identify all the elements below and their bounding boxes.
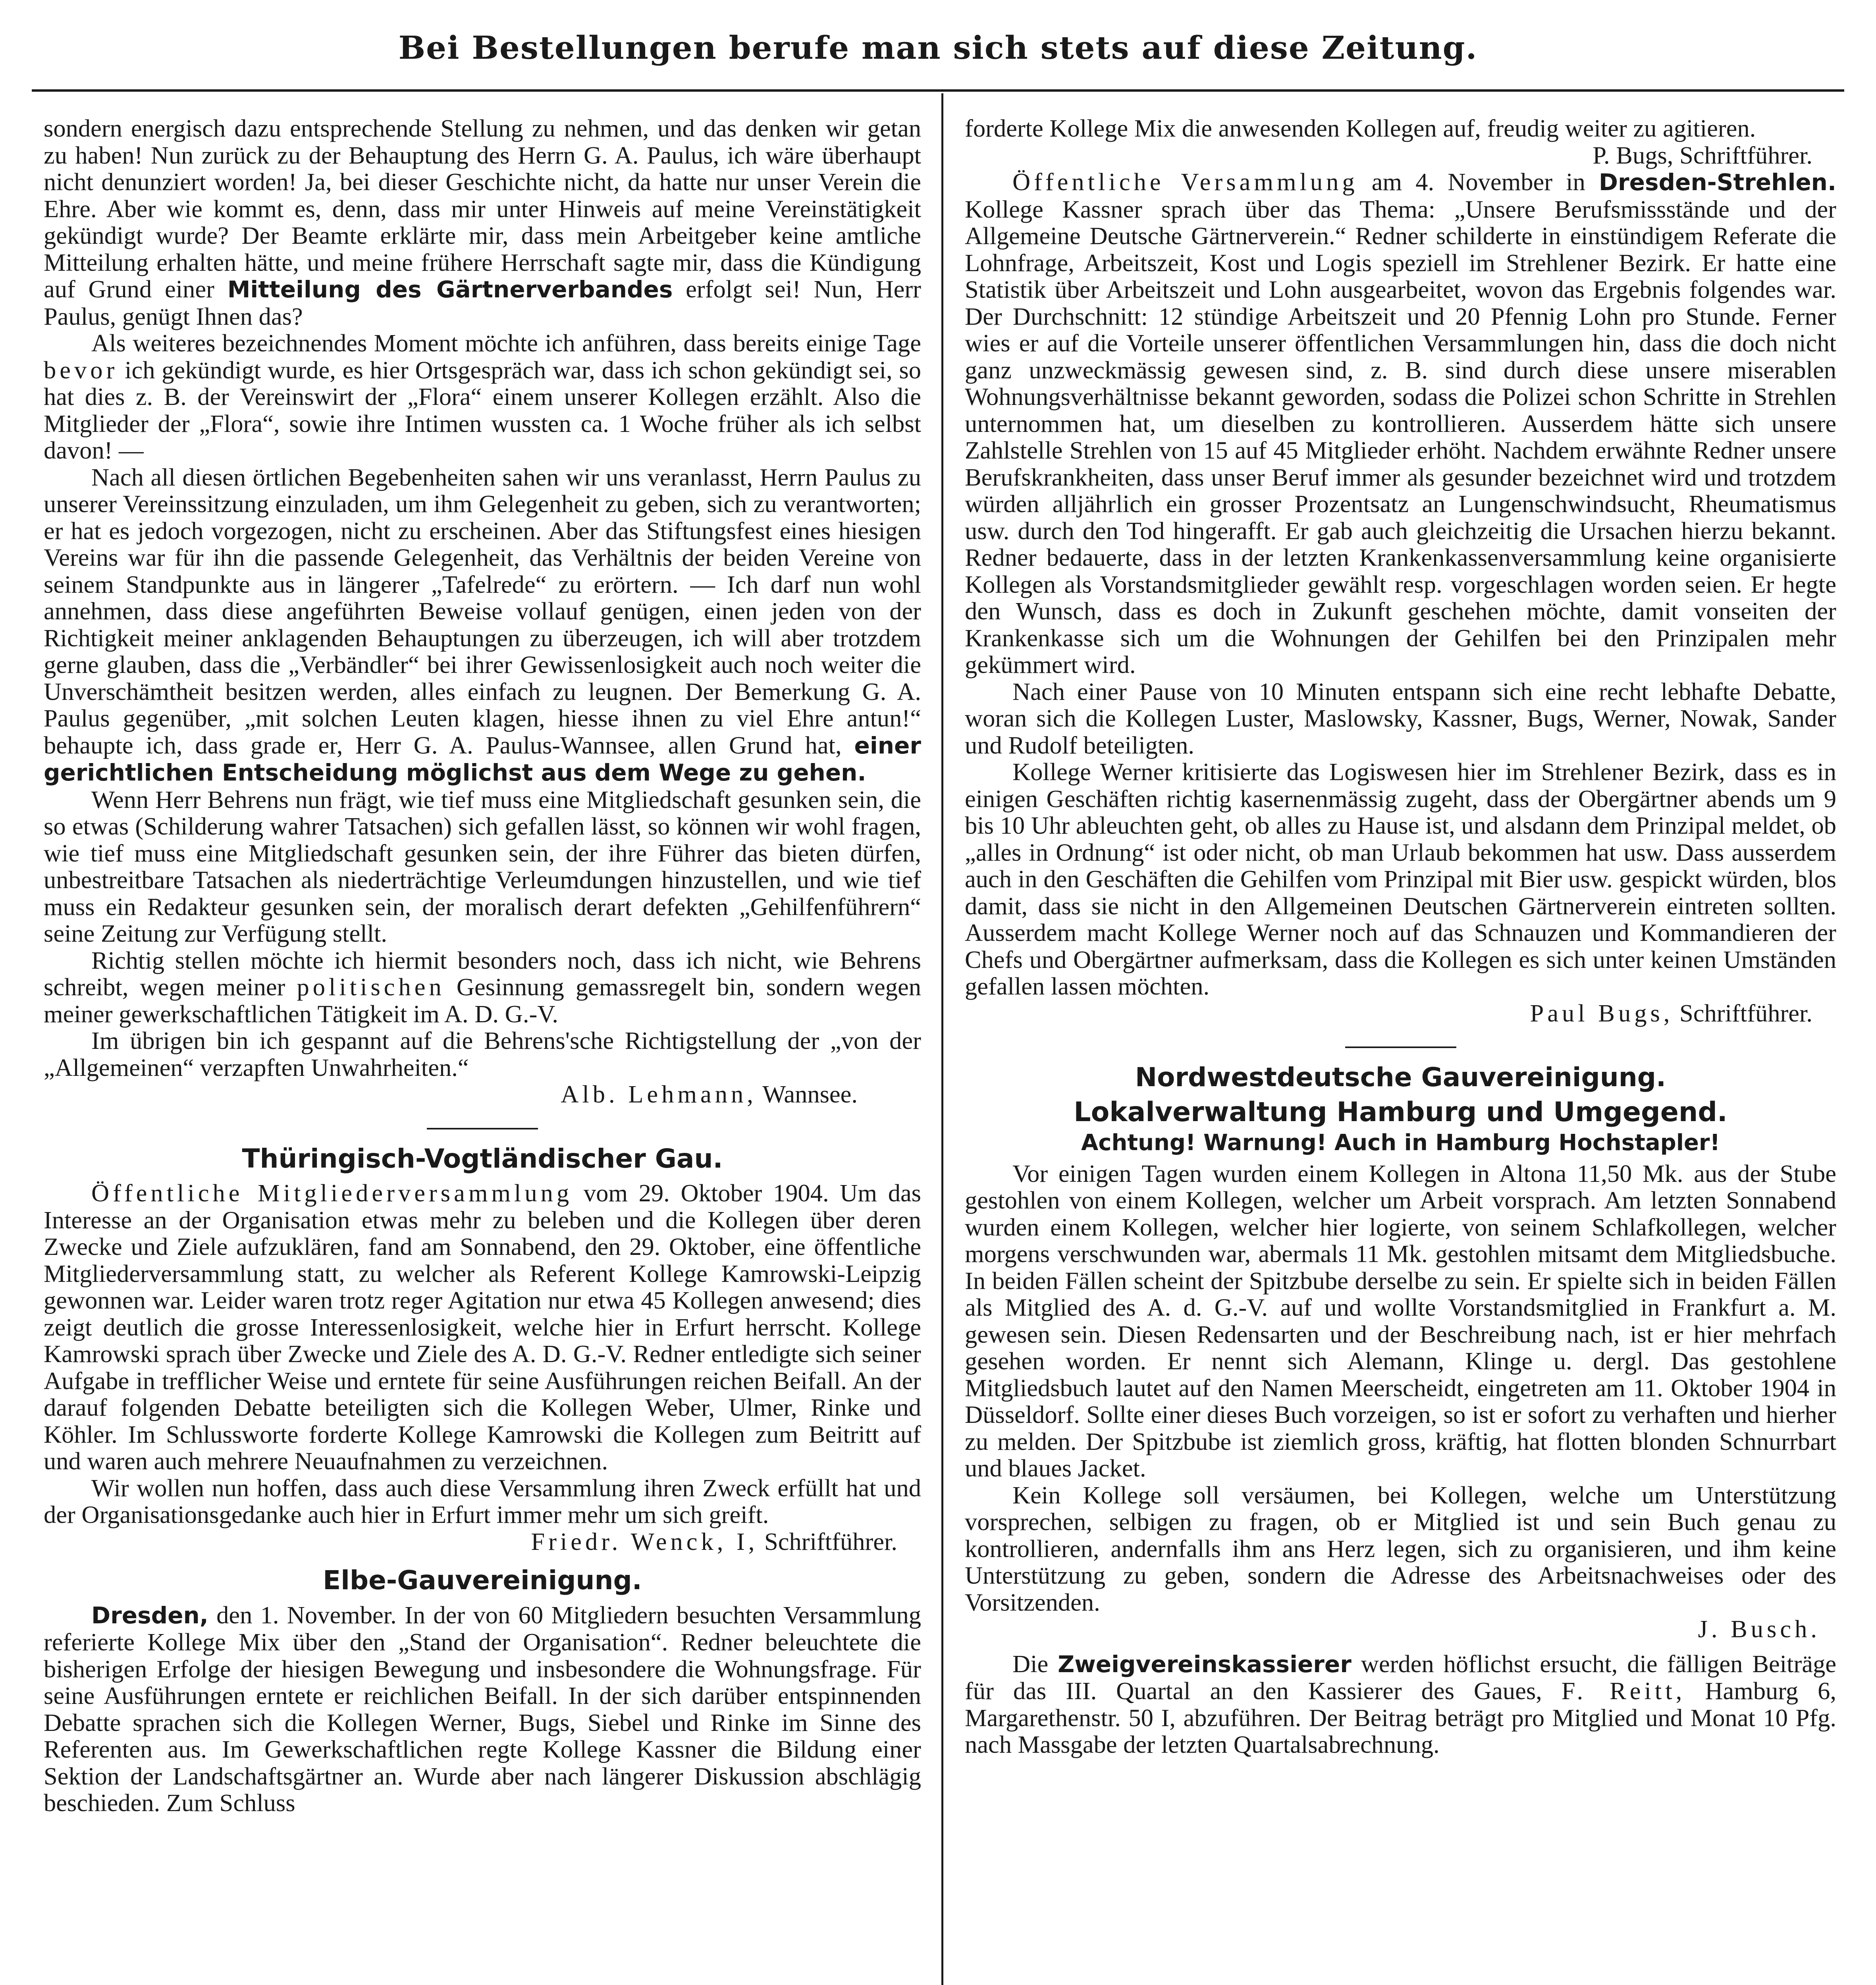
text: den 1. November. In der von 60 Mitgliedern besuchten Versammlung referierte Kollege Mix über den „Stand der Organisation“. Redner beleuchtete die bisherigen Erfolge der hiesigen Bewegung und insbesondere die Wohnungsfrage. Für seine Ausführungen erntete er reichlichen Beifall. In der sich darüber entspinnenden Debatte sprachen sich die Kollegen Werner, Bugs, Siebel und Rinke im Sinne des Referenten aus. Im Gewerkschaftlichen regte Kollege Kassner die Bildung einer Sektion der Landschaftsgärtner an. Wurde aber nach längerer Diskussion abschlägig beschieden. Zum Schluss [44,1601,921,1817]
article-paragraph: Wir wollen nun hoffen, dass auch diese Versammlung ihren Zweck erfüllt hat und der Organisationsgedanke auch hier in Erfurt immer mehr um sich greift. [44,1474,921,1528]
article-paragraph: Kollege Werner kritisierte das Logiswesen hier im Strehlener Bezirk, dass es in einigen Geschäften richtig kasernenmässig zugeht, dass der Obergärtner abends um 9 bis 10 Uhr ableuchten geht, ob alles zu Hause ist, und alsdann dem Prinzipal meldet, ob „alles in Ordnung“ ist oder nicht, ob man Urlaub bekommen hat usw. Dass ausserdem auch in den Geschäften die Gehilfen vom Prinzipal mit Bier usw. gespickt würden, blos damit, dass sie nicht in den Allgemeinen Deutschen Gärtnerverein eintreten sollten. Ausserdem macht Kollege Werner noch auf das Schnauzen und Kommandieren der Chefs und Obergärtner aufmerksam, dass die Kollegen es sich unter keinen Umständen gefallen lassen möchten. [965,758,1836,1000]
text: Kollege Kassner sprach über das Thema: „Unsere Berufsmissstände und der Allgemeine Deutsche Gärtnerverein.“ Redner schilderte in einstündigem Referate die Lohnfrage, Arbeitszeit, Kost und Logis speziell im Strehlener Bezirk. Er hatte eine Statistik über Arbeitszeit und Lohn ausgearbeitet, wovon das Ergebnis folgendes war. Der Durchschnitt: 12 stündige Arbeitszeit und 20 Pfennig Lohn pro Stunde. Ferner wies er auf die Vorteile unserer öffentlichen Versammlungen hin, dass die doch nicht ganz unzweckmässig gewesen sind, z. B. sind durch diese unsere miserablen Wohnungsverhältnisse bekannt geworden, sodass die Polizei schon Schritte in Strehlen unternommen hat, um dieselben zu kontrollieren. Ausserdem hätte sich unsere Zahlstelle Strehlen von 15 auf 45 Mitglieder erhöht. Nachdem erwähnte Redner unsere Berufskrankheiten, dass unser Beruf immer als gesunder bezeichnet wird und trotzdem würden alljährlich ein grosser Prozentsatz an Lungenschwindsucht, Rheumatismus usw. durch den Tod hingerafft. Er gab auch gleichzeitig die Ursachen hierzu bekannt. Redner bedauerte, dass in der letzten Krankenkassenversammlung keine organisierte Kollegen als Vorstandsmitglieder gewählt resp. vorgeschlagen worden seien. Er hegte den Wunsch, dass es doch in Zukunft geschehen möchte, damit vonseiten der Krankenkasse sich um die Wohnungen der Gehilfen bei den Prinzipalen mehr gekümmert wird. [965,195,1836,678]
article-paragraph [44,464,921,786]
section-title: Elbe-Gauvereinigung. [323,1565,642,1596]
bold-text: Dresden-Strehlen. [1598,169,1836,196]
signature [44,1528,921,1555]
spaced-text: Öffentliche Mitgliederversammlung [91,1179,573,1207]
text: sondern energisch dazu entsprechende Stellung zu nehmen, und das denken wir getan zu haben! Nun zurück zu der Behauptung des Herrn G. A. Paulus, ich wäre überhaupt nicht denunziert worden! Ja, bei dieser Geschichte nicht, da hatte nur unser Verein die Ehre. Aber wie kommt es, denn, dass mir unter Hinweis auf meine Vereinstätigkeit gekündigt wurde? Der Beamte erklärte mir, dass mein Arbeitgeber keine amtliche Mitteilung erhalten hätte, und meine frühere Herrschaft sagte mir, dass die Kündigung auf Grund einer [44,114,921,303]
bold-text: Zweigvereinskassierer [1058,1650,1352,1678]
text: Hamburg 6, Margarethenstr. 50 I, abzuführen. Der Beitrag beträgt pro Mitglied und Monat 10 Pfg. nach Massgabe der letzten Quartalsabrechnung. [965,1677,1837,1758]
article-paragraph: Im übrigen bin ich gespannt auf die Behrens'sche Richtigstellung der „von der „Allgemeinen“ verzapften Unwahrheiten.“ [44,1027,921,1081]
bold-text: Dresden, [91,1601,208,1629]
signature-role: Schriftführer. [764,1527,897,1555]
signature-name: Paul Bugs, [1530,999,1674,1027]
text: erfolgt sei! Nun, Herr Paulus, genügt Ihnen das? [44,275,921,330]
signature [44,1081,921,1108]
signature [965,1000,1836,1027]
text: werden höflichst ersucht, die fälligen Beiträge für das III. Quartal an den Kassierer des Gaues, [965,1650,1837,1705]
left-column [44,115,921,1817]
article-paragraph [965,1651,1836,1758]
signature: P. Bugs, Schriftführer. [1593,141,1812,169]
bold-text: Mitteilung des Gärtnerverbandes [227,276,673,303]
article-paragraph: Wenn Herr Behrens nun frägt, wie tief muss eine Mitgliedschaft gesunken sein, die so etwas (Schilderung wahrer Tatsachen) sich gefallen lässt, so können wir wohl fragen, wie tief muss eine Mitgliedschaft gesunken sein, der ihre Führer das bieten dürfen, unbestreitbare Tatsachen als niederträchtige Verleumdungen hinzustellen, und wie tief muss ein Redakteur gesunken sein, der moralisch derart defekten „Gehilfenführern“ seine Zeitung zur Verfügung stellt. [44,785,921,947]
signature-role: Schriftführer. [1679,999,1812,1027]
signature [965,1616,1836,1643]
text: forderte Kollege Mix die anwesenden Kollegen auf, freudig weiter zu agitieren. [965,114,1756,142]
article-paragraph [44,330,921,464]
text: Richtig stellen möchte ich hiermit besonders noch, dass ich nicht, wie Behrens schreibt, wegen meiner [44,946,921,1001]
article-paragraph [965,115,1836,142]
text: Gesinnung gemassregelt bin, sondern wegen meiner gewerkschaftlichen Tätigkeit im A. D. G.-V. [44,973,922,1028]
text: Die [1012,1650,1049,1678]
signature-name: J. Busch. [1698,1615,1820,1643]
page-header: Bei Bestellungen berufe man sich stets auf diese Zeitung. [398,29,1478,66]
text: Als weiteres bezeichnendes Moment möchte ich anführen, dass bereits einige Tage [91,329,921,357]
warning-heading: Achtung! Warnung! Auch in Hamburg Hochstapler! [1081,1130,1720,1156]
spaced-text: Öffentliche Versammlung [1012,168,1358,196]
spaced-text: politischen [297,973,445,1001]
bold-text: einer gerichtlichen Entscheidung möglichst aus dem Wege zu gehen. [44,732,921,786]
article-paragraph [44,1180,921,1475]
signature-name: Friedr. Wenck, I, [531,1527,758,1555]
header-rule [32,89,1844,92]
article-paragraph [44,115,921,330]
section-divider [427,1128,538,1129]
column-divider [941,93,943,1985]
article-paragraph [44,947,921,1028]
article-paragraph: Vor einigen Tagen wurden einem Kollegen in Altona 11,50 Mk. aus der Stube gestohlen von einem Kollegen, welcher um Arbeit vorsprach. Am letzten Sonnabend wurden einem Kollegen, welcher hier logierte, von seinem Schlafkollegen, welcher morgens verschwunden war, abermals 11 Mk. gestohlen mitsamt dem Mitgliedsbuche. In beiden Fällen scheint der Spitzbube derselbe zu sein. Er spielte sich in beiden Fällen als Mitglied des A. d. G.-V. auf und wollte Vorstandsmitglied in Frankfurt a. M. gewesen sein. Diesen Redensarten und der Beschreibung nach, ist er hier mehrfach gesehen worden. Er nennt sich Alemann, Klinge u. dergl. Das gestohlene Mitgliedsbuch lautet auf den Namen Meerscheidt, eingetreten am 11. Oktober 1904 in Düsseldorf. Sollte einer dieses Buch vorzeigen, so ist er sofort zu verhaften und hierher zu melden. Der Spitzbube ist ziemlich gross, kräftig, hat flotten blonden Schnurrbart und blaues Jacket. [965,1159,1836,1482]
section-subtitle: Lokalverwaltung Hamburg und Umgegend. [1074,1096,1728,1128]
text: Nach all diesen örtlichen Begebenheiten sahen wir uns veranlasst, Herrn Paulus zu unserer Vereinssitzung einzuladen, um ihm Gelegenheit zu geben, sich zu verantworten; er hat es jedoch vorgezogen, nicht zu erscheinen. Aber das Stiftungsfest eines hiesigen Vereins war für ihn die passende Gelegenheit, das Verhältnis der beiden Vereine von seinem Standpunkte aus in längerer „Tafelrede“ zu erörtern. — Ich darf nun wohl annehmen, dass diese angeführten Beweise vollauf genügen, einen jeden von der Richtigkeit meiner anklagenden Behauptungen zu überzeugen, ich will aber trotzdem gerne glauben, dass die „Verbändler“ bei ihrer Gewissenlosigkeit auch noch weiter die Unverschämtheit besitzen werden, alles einfach zu leugnen. Der Bemerkung G. A. Paulus gegenüber, „mit solchen Leuten klagen, hiesse ihnen zu viel Ehre antun!“ behaupte ich, dass grade er, Herr G. A. Paulus-Wannsee, allen Grund hat, [44,463,921,759]
article-paragraph [965,169,1836,678]
section-title: Nordwestdeutsche Gauvereinigung. [1135,1062,1666,1093]
spaced-text: bevor [44,356,118,384]
section-title: Thüringisch-Vogtländischer Gau. [242,1143,723,1174]
text: ich gekündigt wurde, es hier Ortsgespräch war, dass ich schon gekündigt sei, so hat dies z. B. der Vereinswirt der „Flora“ einem unserer Kollegen erzählt. Also die Mitglieder der „Flora“, sowie ihre Intimen wussten ca. 1 Woche früher als ich selbst davon! — [44,356,921,464]
section-divider [1345,1046,1456,1048]
article-paragraph [44,1602,921,1817]
article-paragraph: Kein Kollege soll versäumen, bei Kollegen, welche um Unterstützung vorsprechen, selbigen zu fragen, ob er Mitglied ist und sein Buch genau zu kontrollieren, andernfalls ihm ans Herz legen, sich zu organisieren, und ihm keine Unterstützung zu geben, sondern die Adresse des Arbeitsnachweises oder des Vorsitzenden. [965,1481,1836,1616]
signature-name: Alb. Lehmann, [561,1080,757,1108]
right-column [965,115,1836,1758]
signature-place: Wannsee. [762,1080,858,1108]
text: am 4. November in [1371,168,1585,196]
text: vom 29. Oktober 1904. Um das Interesse an der Organisation etwas mehr zu beleben und die Kollegen über deren Zwecke und Ziele aufzuklären, fand am Sonnabend, den 29. Oktober, eine öffentliche Mitgliederversammlung statt, zu welcher als Referent Kollege Kamrowski-Leipzig gewonnen war. Leider waren trotz reger Agitation nur etwa 45 Kollegen anwesend; dies zeigt deutlich die grosse Interessenlosigkeit, welche hier in Erfurt herrscht. Kollege Kamrowski sprach über Zwecke und Ziele des A. D. G.-V. Redner entledigte sich seiner Aufgabe in trefflicher Weise und erntete für seine Ausführungen reichen Beifall. An der darauf folgenden Debatte beteiligten sich die Kollegen Weber, Ulmer, Rinke und Köhler. Im Schlussworte forderte Kollege Kamrowski die Kollegen zum Beitritt auf und waren auch mehrere Neuaufnahmen zu verzeichnen. [44,1179,922,1475]
spaced-text: F. Reitt, [1561,1677,1686,1705]
article-paragraph: Nach einer Pause von 10 Minuten entspann sich eine recht lebhafte Debatte, woran sich die Kollegen Luster, Maslowsky, Kassner, Bugs, Werner, Nowak, Sander und Rudolf beteiligten. [965,677,1836,759]
